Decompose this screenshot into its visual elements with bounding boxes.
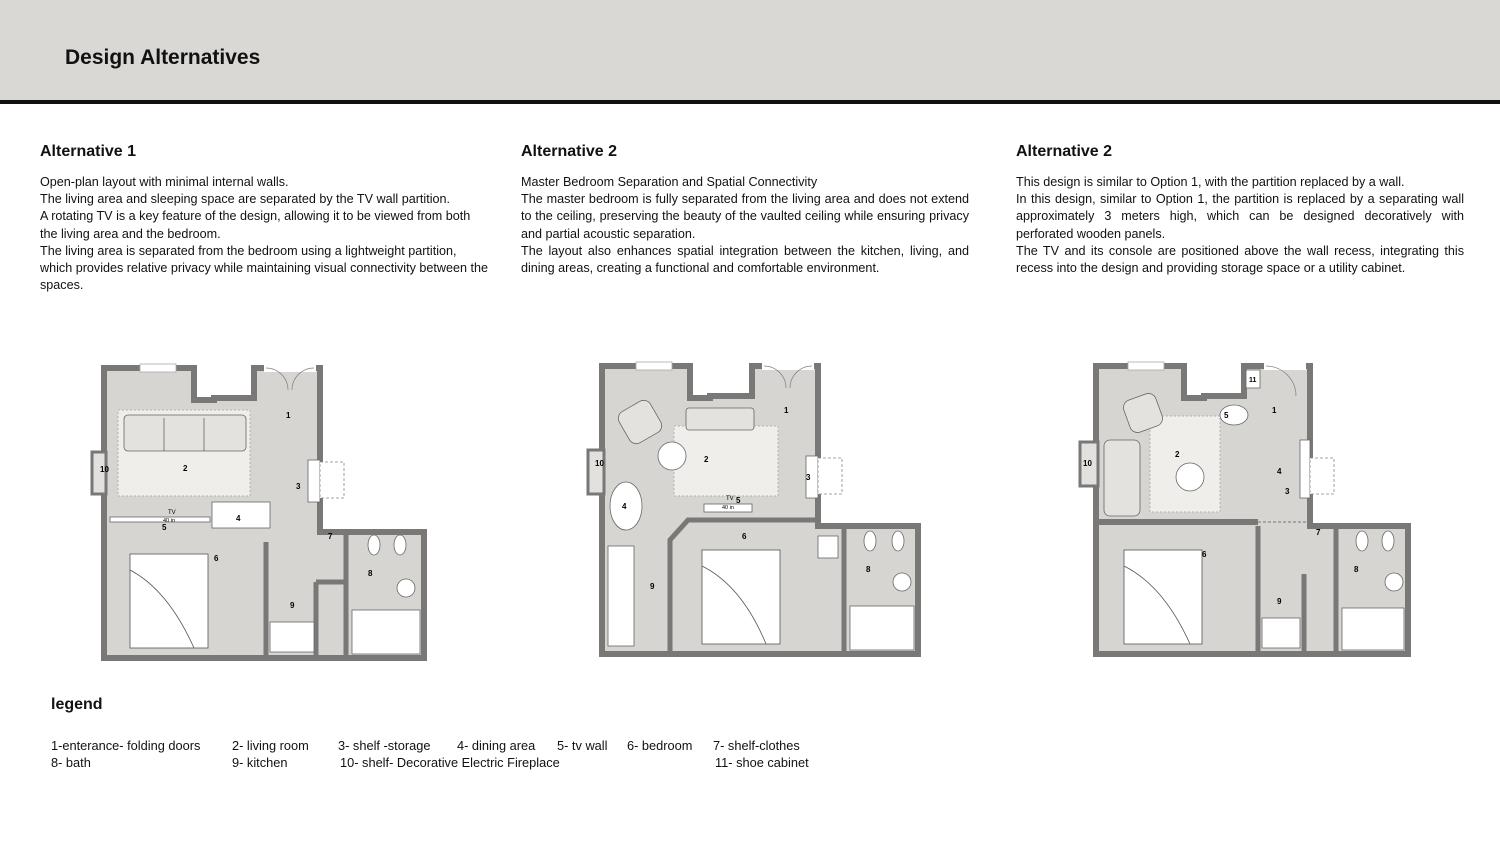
plan-3-label-10: 10: [1083, 459, 1092, 468]
alternative-2-line-2: The master bedroom is fully separated from the living area and does not extend to the ceiling, preserving the beauty of the vaulted ceiling while ensuring privacy and partial acoustic separation.: [521, 192, 969, 241]
plan-1-tv-label: TV: [168, 510, 176, 516]
legend-title: legend: [51, 696, 103, 713]
alternative-1-line-4: The living area is separated from the bedroom using a lightweight partition, which provides relative privacy while maintaining visual connectivity between the spaces.: [40, 243, 489, 293]
plan-2-label-4: 4: [622, 502, 627, 511]
alternative-3-line-3: The TV and its console are positioned above the wall recess, integrating this recess into the design and providing storage space or a utility cabinet.: [1016, 243, 1464, 276]
plan-2-label-2: 2: [704, 455, 709, 464]
plan-3-label-9: 9: [1277, 597, 1282, 606]
alternative-3-line-1: This design is similar to Option 1, with the partition replaced by a wall.: [1016, 175, 1405, 189]
plan-3-label-2: 2: [1175, 450, 1180, 459]
plan-2-label-5: 5: [736, 496, 741, 505]
plan-1-label-6: 6: [214, 554, 219, 563]
plan-2-label-6: 6: [742, 532, 747, 541]
page-header: [0, 0, 1500, 104]
plan-1-label-2: 2: [183, 464, 188, 473]
legend-item-3: 3- shelf -storage: [338, 738, 431, 753]
alternative-1-line-1: Open-plan layout with minimal internal walls.: [40, 175, 289, 189]
plan-1-label-3: 3: [296, 482, 301, 491]
plan-1-label-8: 8: [368, 569, 373, 578]
plan-3-label-8: 8: [1354, 565, 1359, 574]
alternative-2-heading: Alternative 2: [521, 143, 618, 160]
plan-2-tv-label: TV: [726, 496, 734, 502]
legend-item-4: 4- dining area: [457, 738, 536, 753]
legend-item-7: 7- shelf-clothes: [713, 738, 800, 753]
plan-3-label-7: 7: [1316, 528, 1321, 537]
alternative-1-heading: Alternative 1: [40, 143, 137, 160]
alternative-2-line-3: The layout also enhances spatial integration between the kitchen, living, and dining areas, creating a functional and comfortable environment.: [521, 243, 969, 276]
alternative-2-text: [521, 142, 969, 277]
legend-item-1: 1-enterance- folding doors: [51, 738, 201, 753]
legend-item-5: 5- tv wall: [557, 738, 608, 753]
legend-item-6: 6- bedroom: [627, 738, 693, 753]
floor-plan-3: [1074, 360, 1414, 660]
alternative-1-line-2: The living area and sleeping space are separated by the TV wall partition.: [40, 192, 451, 207]
alternative-3-heading: Alternative 2: [1016, 143, 1113, 160]
page-title: Design Alternatives: [65, 46, 261, 69]
plan-1-label-5: 5: [162, 523, 167, 532]
plan-1-label-4: 4: [236, 514, 241, 523]
alternative-1-line-3: A rotating TV is a key feature of the design, allowing it to be viewed from both the living area and the bedroom.: [40, 209, 471, 241]
legend-item-10: 10- shelf- Decorative Electric Fireplace: [340, 755, 560, 770]
plan-1-label-10: 10: [100, 465, 109, 474]
legend-item-9: 9- kitchen: [232, 755, 288, 770]
plan-1-label-1: 1: [286, 411, 291, 420]
alternative-2-line-1: Master Bedroom Separation and Spatial Connectivity: [521, 175, 818, 189]
plan-2-label-9: 9: [650, 582, 655, 591]
plan-2-label-10: 10: [595, 459, 604, 468]
plan-3-label-11: 11: [1249, 377, 1257, 384]
plan-3-label-4: 4: [1277, 467, 1282, 476]
floor-plan-1: [88, 360, 428, 662]
plan-2-label-8: 8: [866, 565, 871, 574]
alternative-3-line-2: In this design, similar to Option 1, the partition is replaced by a separating wall approximately 3 meters high, which can be designed decoratively with perforated wooden panels.: [1016, 192, 1464, 241]
alternative-1-text: [40, 142, 490, 294]
legend-item-8: 8- bath: [51, 755, 91, 770]
legend-item-2: 2- living room: [232, 738, 309, 753]
alternative-3-text: [1016, 142, 1464, 277]
plan-3-label-3: 3: [1285, 487, 1290, 496]
plan-1-label-7: 7: [328, 532, 333, 541]
plan-2-label-1: 1: [784, 406, 789, 415]
plan-1-label-9: 9: [290, 601, 295, 610]
plan-3-label-5: 5: [1224, 411, 1229, 420]
floor-plan-2: [586, 360, 926, 660]
plan-3-label-1: 1: [1272, 406, 1277, 415]
plan-1-tv-size: 40 in: [163, 518, 175, 524]
plan-2-label-3: 3: [806, 473, 811, 482]
plan-3-label-6: 6: [1202, 550, 1207, 559]
plan-2-tv-size: 40 in: [722, 505, 734, 511]
legend-item-11: 11- shoe cabinet: [715, 755, 809, 770]
